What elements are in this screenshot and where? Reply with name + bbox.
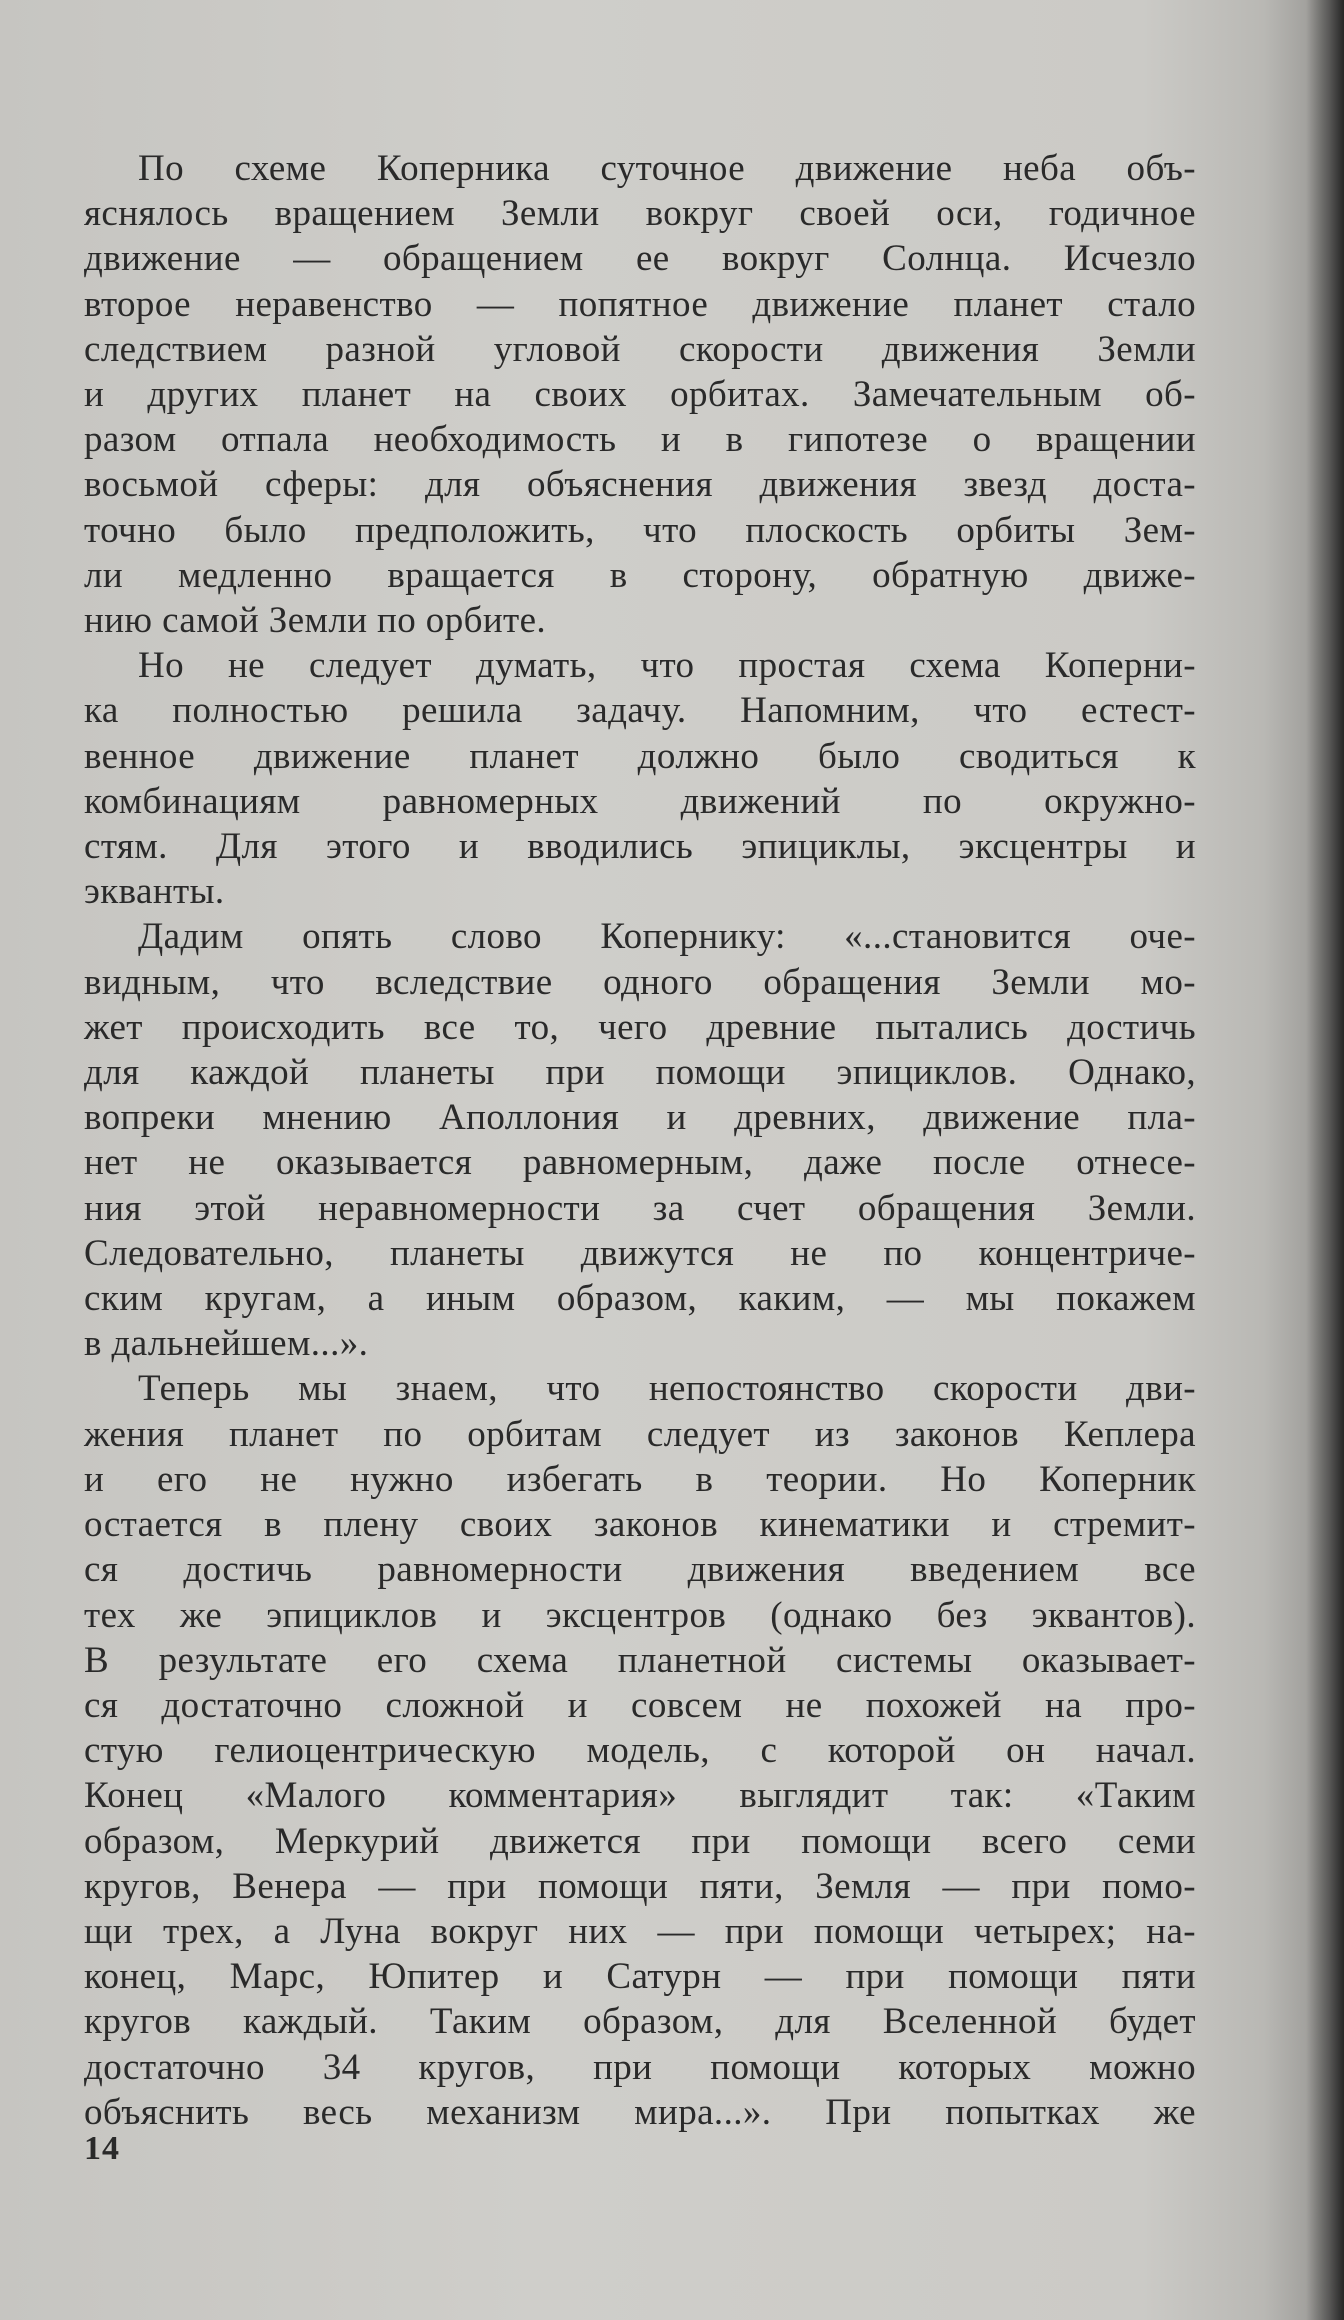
text-line: восьмой сферы: для объяснения движения звезд доста- bbox=[84, 464, 1196, 506]
text-line: образом, Меркурий движется при помощи всего семи bbox=[84, 1820, 1196, 1862]
body-text bbox=[84, 146, 1196, 2135]
paragraph-3 bbox=[84, 914, 1196, 1366]
paragraph-2 bbox=[84, 643, 1196, 914]
text-line: яснялось вращением Земли вокруг своей оси, годичное bbox=[84, 193, 1196, 235]
text-line: кругов каждый. Таким образом, для Вселенной будет bbox=[84, 2001, 1196, 2043]
text-line: Дадим опять слово Копернику: «...становится оче- bbox=[138, 916, 1196, 958]
text-line: достаточно 34 кругов, при помощи которых можно bbox=[84, 2046, 1196, 2088]
text-line: нет не оказывается равномерным, даже после отнесе- bbox=[84, 1142, 1196, 1184]
text-line: нию самой Земли по орбите. bbox=[84, 600, 547, 642]
text-line: По схеме Коперника суточное движение неба объ- bbox=[138, 148, 1196, 189]
text-line: и других планет на своих орбитах. Замечательным об- bbox=[84, 374, 1196, 416]
paragraph-4 bbox=[84, 1366, 1196, 2134]
text-line: ским кругам, а иным образом, каким, — мы покажем bbox=[84, 1278, 1196, 1320]
text-line: ния этой неравномерности за счет обращения Земли. bbox=[84, 1187, 1196, 1229]
text-line: жет происходить все то, чего древние пытались достичь bbox=[84, 1006, 1196, 1048]
text-line: конец, Марс, Юпитер и Сатурн — при помощи пяти bbox=[84, 1956, 1196, 1998]
text-line: стую гелиоцентрическую модель, с которой он начал. bbox=[84, 1730, 1196, 1772]
text-line: венное движение планет должно было сводиться к bbox=[84, 735, 1196, 777]
text-line: тех же эпициклов и эксцентров (однако без эквантов). bbox=[84, 1594, 1196, 1636]
text-line: и его не нужно избегать в теории. Но Коперник bbox=[84, 1458, 1196, 1500]
text-line: объяснить весь механизм мира...». При попытках же bbox=[84, 2091, 1196, 2133]
text-line: Но не следует думать, что простая схема Коперни- bbox=[138, 645, 1196, 687]
text-line: для каждой планеты при помощи эпициклов. Однако, bbox=[84, 1052, 1196, 1094]
text-line: Конец «Малого комментария» выглядит так: «Таким bbox=[84, 1775, 1196, 1817]
text-line: вопреки мнению Аполлония и древних, движение пла- bbox=[84, 1097, 1196, 1139]
text-line: движение — обращением ее вокруг Солнца. Исчезло bbox=[84, 238, 1196, 280]
text-line: В результате его схема планетной системы оказывает- bbox=[84, 1639, 1196, 1681]
text-line: жения планет по орбитам следует из законов Кеплера bbox=[84, 1413, 1196, 1455]
text-line: следствием разной угловой скорости движения Земли bbox=[84, 328, 1196, 370]
text-line: ся достичь равномерности движения введением все bbox=[84, 1549, 1196, 1591]
text-line: разом отпала необходимость и в гипотезе о вращении bbox=[84, 419, 1196, 461]
text-line: ка полностью решила задачу. Напомним, что естест- bbox=[84, 690, 1196, 732]
text-line: ли медленно вращается в сторону, обратную движе- bbox=[84, 554, 1196, 596]
text-line: комбинациям равномерных движений по окружно- bbox=[84, 780, 1196, 822]
text-line: стям. Для этого и вводились эпициклы, эксцентры и bbox=[84, 826, 1196, 868]
page-binding-shadow bbox=[1306, 0, 1344, 2320]
text-line: экванты. bbox=[84, 871, 225, 913]
text-line: второе неравенство — попятное движение планет стало bbox=[84, 283, 1196, 325]
text-line: кругов, Венера — при помощи пяти, Земля — при помо- bbox=[84, 1865, 1196, 1907]
text-line: в дальнейшем...». bbox=[84, 1323, 369, 1365]
text-line: точно было предположить, что плоскость орбиты Зем- bbox=[84, 509, 1196, 551]
text-line: видным, что вследствие одного обращения Земли мо- bbox=[84, 961, 1196, 1003]
text-line: ся достаточно сложной и совсем не похожей на про- bbox=[84, 1684, 1196, 1726]
paragraph-1 bbox=[84, 146, 1196, 643]
text-line: Теперь мы знаем, что непостоянство скорости дви- bbox=[138, 1368, 1196, 1410]
text-line: щи трех, а Луна вокруг них — при помощи четырех; на- bbox=[84, 1910, 1196, 1952]
text-line: остается в плену своих законов кинематики и стремит- bbox=[84, 1504, 1196, 1546]
text-line: Следовательно, планеты движутся не по концентриче- bbox=[84, 1232, 1196, 1274]
page-number: 14 bbox=[84, 2130, 120, 2167]
